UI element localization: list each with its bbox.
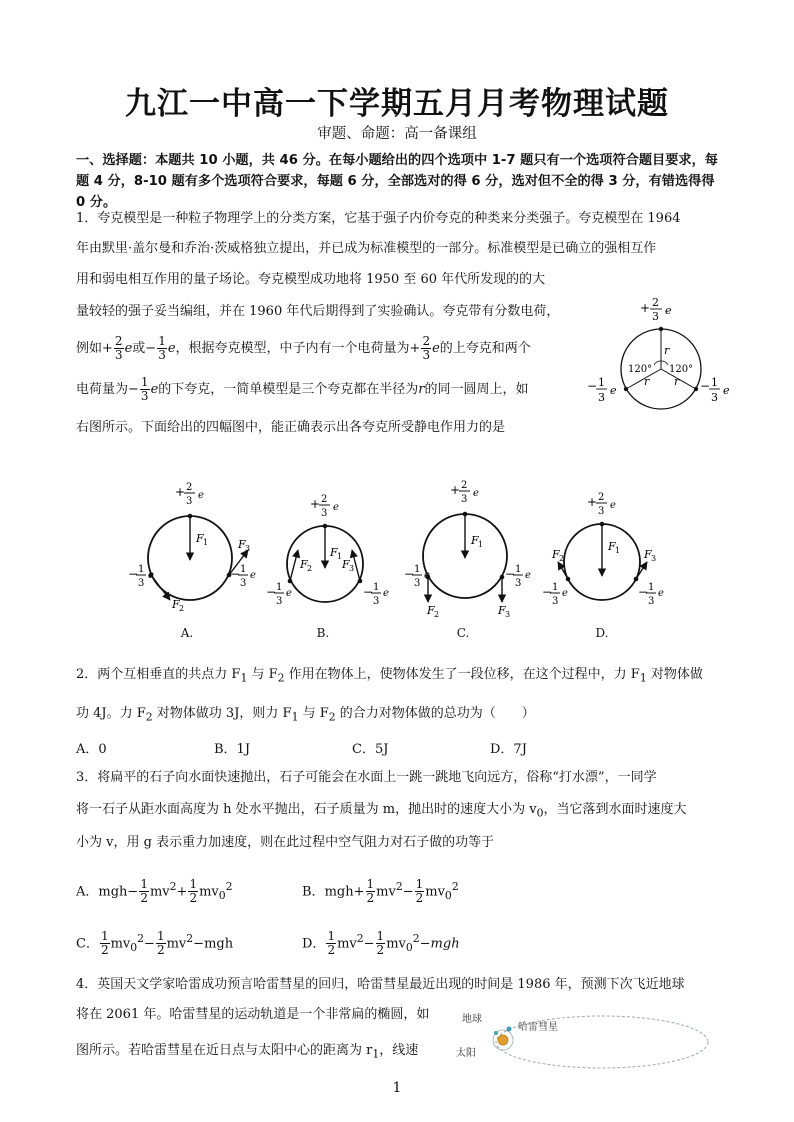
earth-icon bbox=[507, 1027, 512, 1032]
svg-text:2: 2 bbox=[179, 604, 185, 613]
svg-text:3: 3 bbox=[138, 578, 145, 589]
earth-label: 地球 bbox=[462, 1014, 482, 1025]
svg-text:3: 3 bbox=[598, 391, 605, 404]
down-quark-dot bbox=[694, 387, 698, 391]
svg-text:2: 2 bbox=[321, 494, 328, 505]
svg-text:+: + bbox=[640, 301, 651, 315]
sun-icon bbox=[498, 1035, 508, 1045]
svg-text:1: 1 bbox=[598, 376, 605, 389]
svg-text:1: 1 bbox=[276, 582, 283, 593]
q3-line2: 将一石子从距水面高度为 h 处水平抛出，石子质量为 m，抛出时的速度大小为 $v_0$，当它落到水面时速度大 bbox=[76, 802, 687, 820]
svg-text:e: e bbox=[333, 502, 339, 513]
q3-option-d[interactable]: D． $\frac{1}{2}$ $mv^2-$ $\frac{1}{2}$ $mv_0^2-mgh$ bbox=[302, 929, 460, 958]
q2-line2: 功 4J。力 $F_2$ 对物体做功 3J，则力 $F_1$ 与 $F_2$ 的合力对物体做的总功为（ ） bbox=[76, 706, 535, 724]
svg-text:1: 1 bbox=[552, 582, 559, 593]
svg-text:3: 3 bbox=[373, 596, 380, 607]
svg-text:2: 2 bbox=[307, 564, 313, 573]
svg-text:F: F bbox=[196, 532, 204, 545]
q2-option-b[interactable]: B．1J bbox=[214, 742, 251, 757]
svg-text:e: e bbox=[424, 570, 430, 581]
comet-label: 哈雷彗星 bbox=[518, 1022, 558, 1033]
exam-subtitle: 审题、命题：高一备课组 bbox=[317, 126, 477, 142]
svg-text:3: 3 bbox=[461, 494, 468, 505]
svg-text:1: 1 bbox=[515, 564, 522, 575]
page-number: 1 bbox=[392, 1080, 402, 1096]
svg-text:2: 2 bbox=[434, 610, 440, 619]
svg-text:e: e bbox=[665, 304, 672, 317]
svg-text:+: + bbox=[587, 495, 598, 509]
svg-text:3: 3 bbox=[505, 610, 511, 619]
svg-text:F: F bbox=[644, 548, 652, 561]
svg-text:−: − bbox=[363, 585, 374, 599]
q1-line7: 右图所示。下面给出的四幅图中，能正确表示出各夸克所受静电作用力的是 bbox=[76, 420, 506, 435]
svg-text:3: 3 bbox=[245, 544, 251, 553]
radius-label: r bbox=[674, 375, 680, 388]
option-c-label[interactable]: C. bbox=[456, 626, 470, 640]
svg-text:−: − bbox=[505, 567, 516, 581]
section-instructions: 一、选择题：本题共 10 小题，共 46 分。在每小题给出的四个选项中 1-7 题只有一个选项符合题目要求，每题 4 分，8-10 题有多个选项符合要求，每题 6 分，全部选对的得 6 分，选对但不全的得 3 分，有错选得得 0 分。 bbox=[76, 153, 718, 210]
svg-text:1: 1 bbox=[711, 376, 718, 389]
svg-text:1: 1 bbox=[414, 564, 421, 575]
q3-option-c[interactable]: C． $\frac{1}{2}$ $mv_0^2-$ $\frac{1}{2}$ $mv^2-mgh$ bbox=[76, 929, 234, 958]
svg-text:e: e bbox=[198, 490, 204, 501]
q3-line1: 3．将扁平的石子向水面快速抛出，石子可能会在水面上一跳一跳地飞向远方，俗称“打水漂”，一同学 bbox=[76, 770, 657, 785]
fraction-1-3: $\frac{1}{3}$ bbox=[158, 334, 166, 362]
q1-line2: 年由默里·盖尔曼和乔治·茨威格独立提出，并已成为标准模型的一部分。标准模型是已确立的强相互作 bbox=[76, 241, 657, 256]
q3-option-a[interactable]: A．mgh− $\frac{1}{2}$ $mv^2+$ $\frac{1}{2}$ $mv_0^2$ bbox=[76, 877, 233, 906]
quark-model-figure bbox=[586, 294, 736, 416]
q2-option-d[interactable]: D．7J bbox=[490, 742, 527, 757]
up-quark-dot bbox=[659, 327, 663, 331]
q1-line1: 1．夸克模型是一种粒子物理学上的分类方案，它基于强子内价夸克的种类来分类强子。夸克模型在 1964 bbox=[76, 211, 681, 226]
svg-text:1: 1 bbox=[138, 564, 145, 575]
q4-line2: 将在 2061 年。哈雷彗星的运动轨道是一个非常扁的椭圆，如 bbox=[76, 1007, 430, 1022]
svg-text:e: e bbox=[473, 488, 479, 499]
fraction-2-3: $\frac{2}{3}$ bbox=[114, 334, 123, 362]
svg-text:−: − bbox=[542, 585, 553, 599]
svg-text:F: F bbox=[330, 546, 338, 559]
svg-text:3: 3 bbox=[552, 596, 559, 607]
svg-text:e: e bbox=[610, 384, 617, 397]
svg-text:−: − bbox=[700, 379, 711, 393]
svg-text:+: + bbox=[175, 485, 186, 499]
svg-text:e: e bbox=[525, 570, 531, 581]
svg-text:−: − bbox=[587, 379, 598, 393]
option-d-label[interactable]: D. bbox=[595, 626, 609, 640]
svg-text:e: e bbox=[250, 570, 256, 581]
q3-option-b[interactable]: B．mgh+ $\frac{1}{2}$ $mv^2-$ $\frac{1}{2}$ $mv_0^2$ bbox=[302, 877, 459, 906]
svg-text:3: 3 bbox=[652, 310, 659, 323]
exam-title: 九江一中高一下学期五月月考物理试题 bbox=[125, 86, 669, 122]
svg-text:F: F bbox=[552, 548, 560, 561]
sun-label: 太阳 bbox=[456, 1048, 476, 1059]
option-b-diagram bbox=[266, 494, 389, 607]
svg-text:3: 3 bbox=[321, 508, 328, 519]
svg-text:F: F bbox=[427, 604, 435, 617]
q2-line1: 2．两个互相垂直的共点力 $F_1$ 与 $F_2$ 作用在物体上，使物体发生了一段位移，在这个过程中，力 $F_1$ 对物体做 bbox=[76, 667, 703, 685]
svg-text:1: 1 bbox=[648, 582, 655, 593]
svg-text:3: 3 bbox=[711, 391, 718, 404]
svg-text:−: − bbox=[128, 567, 139, 581]
q1-line3: 用和弱电相互作用的量子场论。夸克模型成功地将 1950 至 60 年代所发现的的大 bbox=[76, 272, 546, 287]
svg-text:e: e bbox=[148, 570, 154, 581]
option-d-diagram bbox=[542, 492, 664, 607]
fraction-1-3: $\frac{1}{3}$ bbox=[140, 375, 149, 403]
svg-text:2: 2 bbox=[652, 296, 659, 309]
halley-orbit-figure bbox=[452, 1000, 714, 1080]
q1-line4: 量较轻的强子妥当编组，并在 1960 年代后期得到了实验确认。夸克带有分数电荷， bbox=[76, 304, 560, 319]
svg-text:2: 2 bbox=[559, 554, 565, 563]
q1-line5: 例如+ $\frac{2}{3}$ e或− $\frac{1}{3}$ e，根据夸克模型，中子内有一个电荷量为+ $\frac{2}{3}$ e的上夸克和两个 bbox=[76, 334, 531, 362]
option-c-diagram bbox=[404, 480, 531, 619]
svg-text:1: 1 bbox=[478, 540, 484, 549]
svg-text:−: − bbox=[230, 567, 241, 581]
svg-text:1: 1 bbox=[373, 582, 380, 593]
svg-text:3: 3 bbox=[240, 578, 247, 589]
svg-text:3: 3 bbox=[349, 564, 355, 573]
q3-line3: 小为 v，用 g 表示重力加速度，则在此过程中空气阻力对石子做的功等于 bbox=[76, 835, 495, 850]
svg-text:F: F bbox=[608, 540, 616, 553]
svg-text:−: − bbox=[638, 585, 649, 599]
svg-text:F: F bbox=[498, 604, 506, 617]
option-a-diagram bbox=[128, 482, 256, 613]
svg-text:1: 1 bbox=[337, 552, 343, 561]
q2-option-a[interactable]: A．0 bbox=[76, 742, 107, 757]
q4-line1: 4．英国天文学家哈雷成功预言哈雷彗星的回归，哈雷彗星最近出现的时间是 1986 年，预测下次飞近地球 bbox=[76, 977, 685, 992]
q2-option-c[interactable]: C．5J bbox=[352, 742, 389, 757]
svg-text:1: 1 bbox=[240, 564, 247, 575]
svg-text:F: F bbox=[172, 598, 180, 611]
svg-text:F: F bbox=[342, 558, 350, 571]
svg-text:2: 2 bbox=[461, 480, 468, 491]
svg-text:F: F bbox=[238, 538, 246, 551]
svg-text:3: 3 bbox=[186, 496, 193, 507]
option-b-label[interactable]: B. bbox=[316, 626, 330, 640]
svg-text:+: + bbox=[310, 497, 321, 511]
svg-text:e: e bbox=[286, 588, 292, 599]
svg-text:−: − bbox=[266, 585, 277, 599]
comet-icon bbox=[494, 1031, 498, 1035]
svg-text:F: F bbox=[471, 534, 479, 547]
svg-text:2: 2 bbox=[598, 492, 605, 503]
svg-text:−: − bbox=[404, 567, 415, 581]
q4-line3: 图所示。若哈雷彗星在近日点与太阳中心的距离为 $r_1$，线速 bbox=[76, 1043, 419, 1061]
angle-label: 120° bbox=[669, 364, 694, 375]
svg-text:3: 3 bbox=[598, 506, 605, 517]
option-a-label[interactable]: A. bbox=[180, 626, 194, 640]
svg-text:1: 1 bbox=[615, 546, 621, 555]
svg-text:e: e bbox=[723, 384, 730, 397]
radius-label: r bbox=[664, 344, 670, 357]
svg-text:F: F bbox=[300, 558, 308, 571]
svg-text:3: 3 bbox=[651, 554, 657, 563]
down-quark-dot bbox=[624, 387, 628, 391]
radius-label: r bbox=[644, 375, 650, 388]
svg-text:e: e bbox=[610, 500, 616, 511]
svg-text:3: 3 bbox=[515, 578, 522, 589]
svg-text:3: 3 bbox=[276, 596, 283, 607]
fraction-2-3: $\frac{2}{3}$ bbox=[422, 334, 431, 362]
svg-text:e: e bbox=[658, 588, 664, 599]
svg-text:e: e bbox=[383, 588, 389, 599]
svg-text:+: + bbox=[450, 483, 461, 497]
svg-text:1: 1 bbox=[203, 538, 209, 547]
q1-line6: 电荷量为− $\frac{1}{3}$ e的下夸克，一简单模型是三个夸克都在半径为r的同一圆周上，如 bbox=[76, 375, 529, 403]
svg-text:e: e bbox=[562, 588, 568, 599]
angle-label: 120° bbox=[628, 364, 653, 375]
svg-text:2: 2 bbox=[186, 482, 193, 493]
svg-text:3: 3 bbox=[414, 578, 421, 589]
q1-options-figure bbox=[120, 478, 680, 628]
svg-text:3: 3 bbox=[648, 596, 655, 607]
